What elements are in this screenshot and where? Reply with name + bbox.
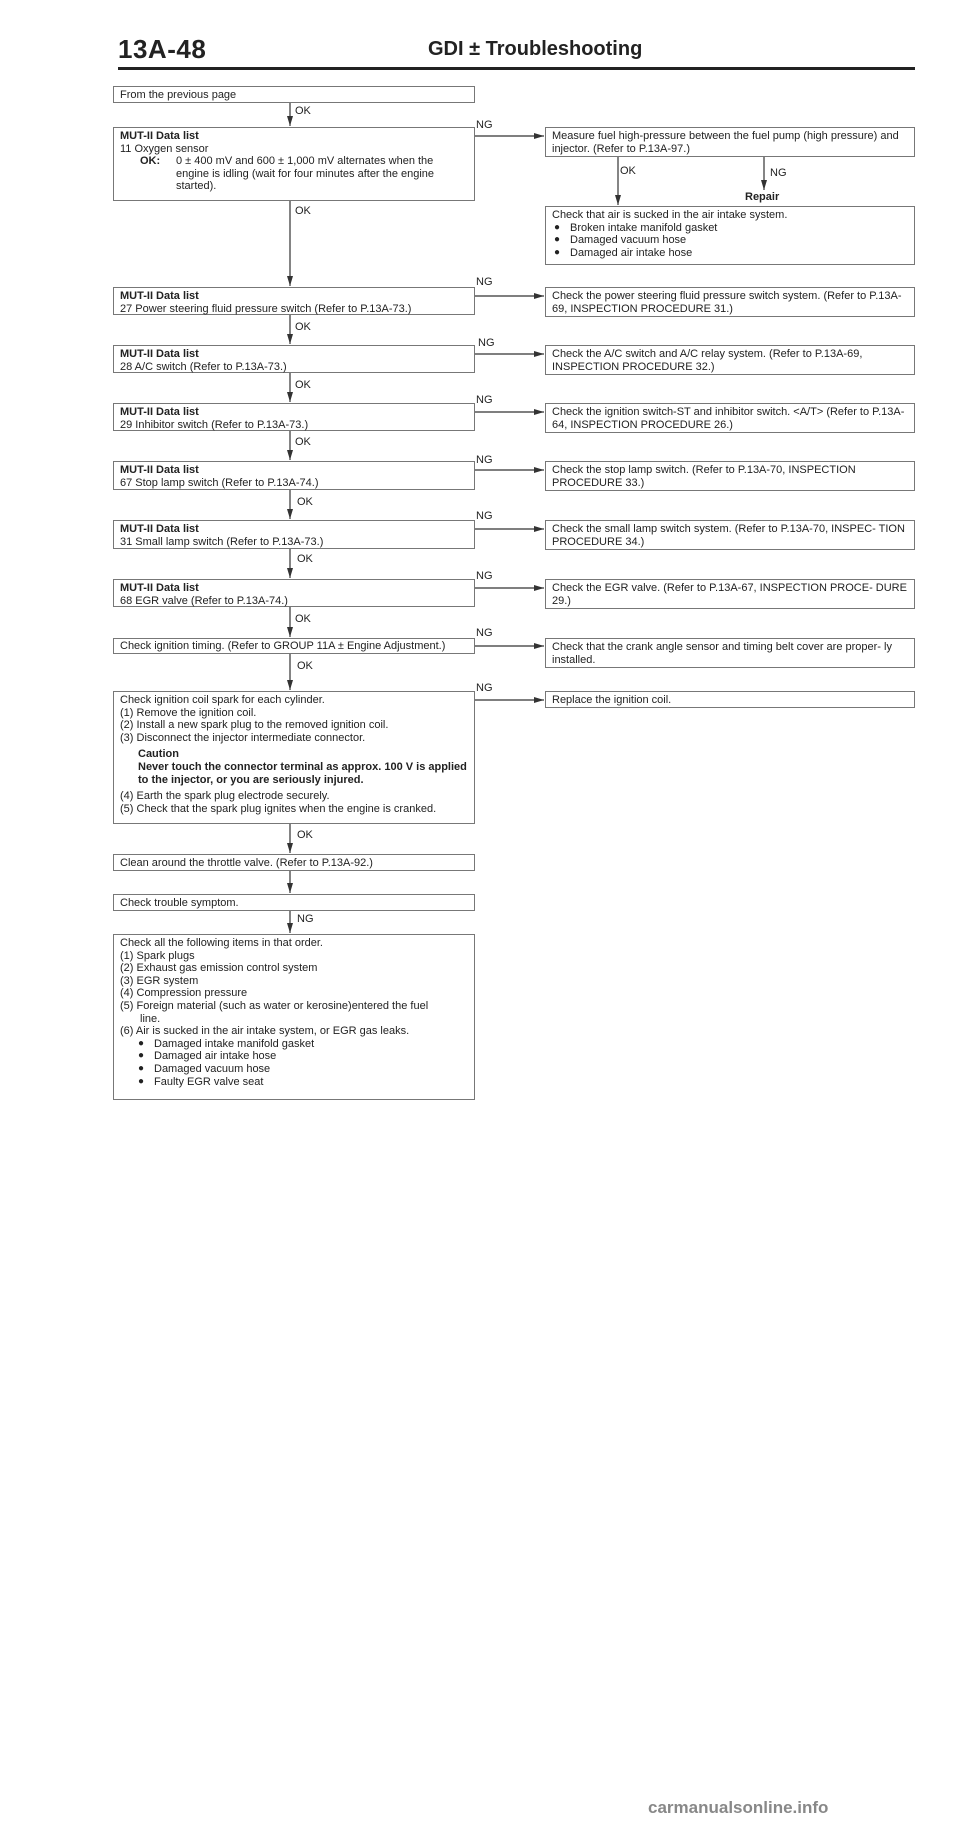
step-text: (5) Foreign material (such as water or kerosine)entered the fuel [120,999,429,1012]
step-text: (3) Disconnect the injector intermediate connector. [120,731,366,744]
box-text: Check the stop lamp switch. (Refer to P.13A-70, INSPECTION PROCEDURE 33.) [552,464,856,489]
bullet-item: ● Damaged vacuum hose [120,1063,468,1076]
box-text: Check the A/C switch and A/C relay system. (Refer to P.13A-69, INSPECTION PROCEDURE 32.) [552,348,863,373]
ok-label: OK [295,436,311,448]
box-ac-relay-check [545,345,915,375]
page-number: 13A-48 [118,34,207,64]
box-heading: MUT-II Data list [120,523,199,535]
box-text: 68 EGR valve (Refer to P.13A-74.) [120,594,288,607]
ng-label: NG [297,913,314,925]
ng-label: NG [478,337,495,349]
box-heading: MUT-II Data list [120,582,199,594]
ok-label: OK [295,613,311,625]
ok-spec-label: OK: [140,155,161,168]
box-text: Check the power steering fluid pressure switch system. (Refer to P.13A-69, INSPECTION PROCEDURE 31.) [552,290,902,315]
box-text: 67 Stop lamp switch (Refer to P.13A-74.) [120,476,319,489]
box-stop-lamp-check [545,461,915,491]
ok-label: OK [297,496,313,508]
box-text: 28 A/C switch (Refer to P.13A-73.) [120,360,287,373]
box-text: Clean around the throttle valve. (Refer to P.13A-92.) [120,857,373,869]
box-text: Check that air is sucked in the air intake system. [552,209,788,221]
box-heading: MUT-II Data list [120,406,199,418]
bullet-item: ● Damaged air intake hose [552,247,908,260]
box-text: 27 Power steering fluid pressure switch (Refer to P.13A-73.) [120,302,412,315]
box-text: Check ignition coil spark for each cylinder. [120,694,325,706]
box-throttle-valve [113,854,475,871]
page-title: GDI ± Troubleshooting [428,38,643,60]
box-air-intake [545,206,915,265]
caution-heading: Caution [138,748,179,761]
watermark: carmanualsonline.info [648,1798,829,1817]
box-text: 0 ± 400 mV and 600 ± 1,000 mV alternates when the engine is idling (wait for four minutes after the engine started). [176,155,435,193]
step-text: (2) Install a new spark plug to the removed ignition coil. [120,719,389,732]
box-ignition-timing [113,638,475,654]
bullet-item: ● Broken intake manifold gasket [552,222,908,235]
bullet-item: ● Damaged intake manifold gasket [120,1038,468,1051]
box-trouble-symptom [113,894,475,911]
repair-label: Repair [745,191,780,203]
box-text: Check that the crank angle sensor and timing belt cover are proper- ly installed. [552,641,892,666]
ok-label: OK [295,205,311,217]
box-crank-angle-check [545,638,915,668]
ng-label: NG [476,627,493,639]
ng-label: NG [770,167,787,179]
box-stop-lamp-switch [113,461,475,490]
box-text: Measure fuel high-pressure between the fuel pump (high pressure) and injector. (Refer to P.13A-97.) [552,130,899,155]
box-power-steering-check [545,287,915,317]
box-text: 29 Inhibitor switch (Refer to P.13A-73.) [120,418,309,431]
ng-label: NG [476,394,493,406]
ok-label: OK [297,553,313,565]
ok-label: OK [295,321,311,333]
box-ac-switch [113,345,475,373]
ng-label: NG [476,510,493,522]
step-text: (2) Exhaust gas emission control system [120,962,318,975]
ng-label: NG [476,570,493,582]
box-text: 31 Small lamp switch (Refer to P.13A-73.) [120,535,324,548]
box-inhibitor-switch [113,403,475,431]
box-text: From the previous page [120,89,237,101]
box-text: Check all the following items in that order. [120,937,323,949]
step-text: line. [140,1012,161,1025]
ok-label: OK [297,660,313,672]
step-text: (1) Remove the ignition coil. [120,706,257,719]
ng-label: NG [476,682,493,694]
box-oxygen-sensor [113,127,475,201]
box-heading: MUT-II Data list [120,348,199,360]
ng-label: NG [476,276,493,288]
box-text: Check ignition timing. (Refer to GROUP 11A ± Engine Adjustment.) [120,640,446,652]
box-egr-valve-check [545,579,915,609]
box-text: Check the EGR valve. (Refer to P.13A-67, INSPECTION PROCE- DURE 29.) [552,582,907,607]
box-heading: MUT-II Data list [120,464,199,476]
ok-label: OK [620,165,636,177]
step-text: (4) Compression pressure [120,987,248,1000]
box-text: 11 Oxygen sensor [120,142,209,155]
box-text: Check trouble symptom. [120,897,239,909]
box-ignition-coil-spark [113,691,475,824]
bullet-item: ● Damaged vacuum hose [552,234,908,247]
step-text: (5) Check that the spark plug ignites when the engine is cranked. [120,802,437,815]
step-text: (4) Earth the spark plug electrode securely. [120,790,330,803]
box-from-previous-page [113,86,475,103]
box-small-lamp-switch [113,520,475,549]
step-text: (6) Air is sucked in the air intake system, or EGR gas leaks. [120,1025,410,1038]
box-final-checks [113,934,475,1100]
ng-label: NG [476,454,493,466]
bullet-item: ● Damaged air intake hose [120,1050,468,1063]
box-replace-coil [545,691,915,708]
box-egr-valve [113,579,475,607]
ok-label: OK [297,829,313,841]
box-power-steering-switch [113,287,475,315]
box-heading: MUT-II Data list [120,130,199,142]
box-inhibitor-check [545,403,915,433]
caution-text: Never touch the connector terminal as approx. 100 V is applied to the injector, or you are seriously injured. [138,760,467,786]
step-text: (1) Spark plugs [120,949,195,962]
bullet-item: ● Faulty EGR valve seat [120,1076,468,1089]
box-heading: MUT-II Data list [120,290,199,302]
box-text: Replace the ignition coil. [552,694,672,706]
box-fuel-pressure [545,127,915,157]
step-text: (3) EGR system [120,974,199,987]
ok-label: OK [295,379,311,391]
ok-label: OK [295,105,311,117]
box-small-lamp-check [545,520,915,550]
ng-label: NG [476,119,493,131]
box-text: Check the ignition switch-ST and inhibitor switch. <A/T> (Refer to P.13A-64, INSPECTION PROCEDURE 26.) [552,406,905,431]
box-text: Check the small lamp switch system. (Refer to P.13A-70, INSPEC- TION PROCEDURE 34.) [552,523,905,548]
